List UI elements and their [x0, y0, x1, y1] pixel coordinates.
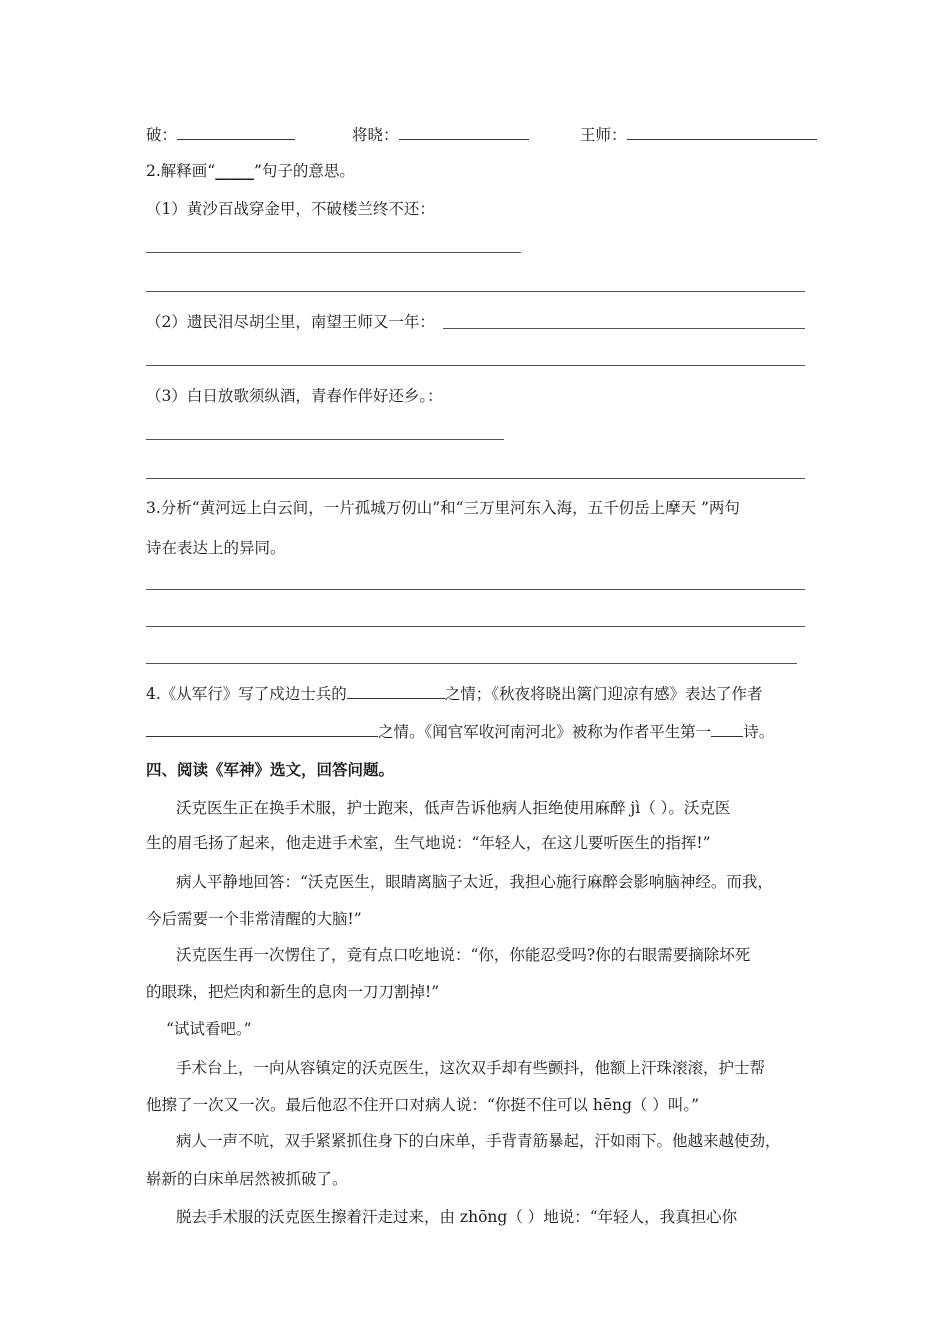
passage-line: 沃克医生再一次愣住了，竟有点口吃地说：“你，你能忍受吗?你的右眼需要摘除坏死 [176, 946, 751, 964]
passage-line: 病人平静地回答：“沃克医生，眼睛离脑子太近，我担心施行麻醉会影响脑神经。而我， [176, 873, 773, 891]
answer-line[interactable] [146, 252, 521, 253]
q1-row [146, 124, 295, 146]
blank-q4-3[interactable] [711, 722, 743, 737]
q4-part1: 4.《从军行》写了戍边士兵的 [146, 685, 347, 703]
q3-line2: 诗在表达上的异同。 [146, 539, 286, 557]
blank-wangshi[interactable] [627, 125, 817, 140]
blank-q4-1[interactable] [347, 684, 445, 699]
label-po: 破： [146, 126, 178, 144]
passage-line: 沃克医生正在换手术服，护士跑来，低声告诉他病人拒绝使用麻醉 jì（ ）。沃克医 [176, 799, 731, 817]
passage-line: 崭新的白床单居然被抓破了。 [146, 1170, 348, 1188]
q1-row-jiangxiao [352, 124, 529, 146]
answer-line[interactable] [146, 291, 805, 292]
answer-line[interactable] [146, 478, 805, 479]
q2-item2: （2）遗民泪尽胡尘里，南望王师又一年： [146, 313, 435, 331]
blank-q4-2[interactable] [146, 722, 378, 737]
answer-line[interactable] [146, 663, 797, 664]
q4-part3: 之情。《闻官军收河南河北》被称为作者平生第一 [378, 723, 712, 741]
passage-line: “试试看吧。” [166, 1020, 252, 1038]
label-wangshi: 王师： [580, 126, 627, 144]
answer-line[interactable] [146, 439, 504, 440]
passage-line: 脱去手术服的沃克医生擦着汗走过来，由 zhōng（ ）地说：“年轻人，我真担心你 [176, 1208, 738, 1226]
passage-line: 他擦了一次又一次。最后他忍不住开口对病人说：“你挺不住可以 hēng（ ）叫。” [146, 1096, 700, 1114]
q4-part4: 诗。 [743, 723, 775, 741]
answer-line[interactable] [146, 365, 805, 366]
q2-title-blank: _____ [215, 161, 254, 180]
answer-line[interactable] [146, 626, 805, 627]
q4-line2 [146, 721, 774, 743]
passage-line: 今后需要一个非常清醒的大脑!” [146, 910, 362, 928]
q4-part2: 之情；《秋夜将晓出篱门迎凉有感》表达了作者 [444, 685, 763, 703]
answer-line[interactable] [146, 589, 805, 590]
q2-item3: （3）白日放歌须纵酒，青春作伴好还乡。： [146, 387, 443, 405]
section4-title: 四、阅读《军神》选文，回答问题。 [146, 760, 395, 779]
passage-line: 病人一声不吭，双手紧紧抓住身下的白床单，手背青筋暴起，汗如雨下。他越来越使劲， [176, 1132, 781, 1150]
passage-line: 手术台上，一向从容镇定的沃克医生，这次双手却有些颤抖，他额上汗珠滚滚，护士帮 [176, 1059, 766, 1077]
label-jiangxiao: 将晓： [352, 126, 399, 144]
q2-item1: （1）黄沙百战穿金甲，不破楼兰终不还： [146, 200, 435, 218]
q4-line1 [146, 683, 763, 705]
q1-row-wangshi [580, 124, 817, 146]
blank-po[interactable] [177, 125, 295, 140]
passage-line: 生的眉毛扬了起来，他走进手术室，生气地说：“年轻人，在这儿要听医生的指挥!” [146, 834, 711, 852]
q2-title [146, 160, 355, 182]
q2-title-pre: 2.解释画“ [146, 162, 216, 180]
passage-line: 的眼珠，把烂肉和新生的息肉一刀刀割掉!” [146, 983, 440, 1001]
q2-title-post: ”句子的意思。 [253, 162, 355, 180]
blank-jiangxiao[interactable] [399, 125, 529, 140]
q3-line1: 3.分析“黄河远上白云间，一片孤城万仞山”和“三万里河东入海，五千仞岳上摩天 ”两句 [146, 499, 740, 517]
answer-line[interactable] [443, 328, 805, 329]
